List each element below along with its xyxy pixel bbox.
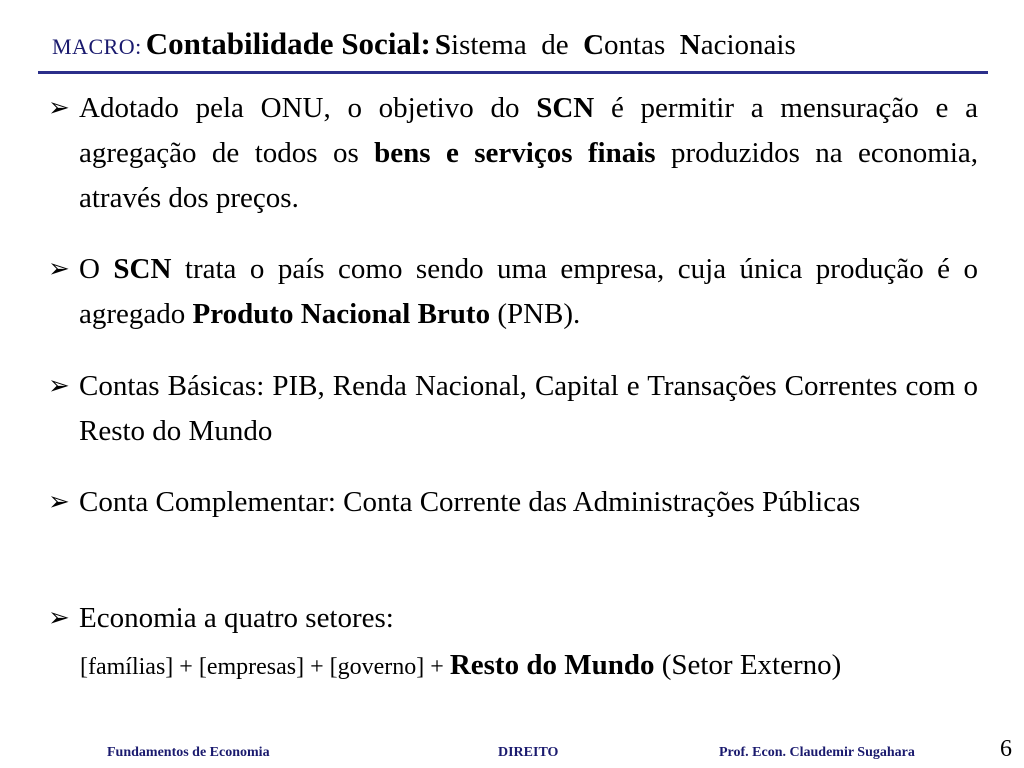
subtitle-initial: C [583,29,605,61]
bullet-segment: Conta Complementar: Conta Corrente das Administrações Públicas [79,486,861,518]
bullet-emphasis: SCN [536,92,595,124]
bullet-text [79,86,978,221]
bullet-item [48,364,978,454]
subtitle-word: acionais [700,29,796,61]
bullet-text [79,596,978,641]
bullet-emphasis: SCN [113,253,172,285]
bullet-item [48,480,978,525]
bullet-segment: trata o país como sendo uma empresa, cuja única produção é o agregado [79,253,979,330]
bullet-segment: (PNB). [490,298,581,330]
sectors-bold: Resto do Mundo [449,649,655,681]
subtitle-word: istema [451,29,527,61]
subtitle-initial: N [679,29,701,61]
bullet-segment: Contas Básicas: PIB, Renda Nacional, Capital e Transações Correntes com o Resto do Mundo [79,370,978,447]
title-subtitle [435,29,796,61]
bullet-segment: é permitir a mensuração e a agregação de todos os [79,92,979,169]
sectors-list: [famílias] + [empresas] + [governo] + [80,654,450,680]
title-divider [38,71,988,74]
subtitle-word: de [541,29,569,61]
bullet-segment: produzidos na economia, através dos preços. [79,137,979,214]
footer-author: Prof. Econ. Claudemir Sugahara [719,745,915,760]
bullet-segment: Adotado pela ONU, o objetivo do [79,92,537,124]
bullet-emphasis: Produto Nacional Bruto [192,298,491,330]
bullet-emphasis: bens e serviços finais [374,137,656,169]
bullet-segment: O [79,253,114,285]
arrow-bullet-icon: ➢ [48,603,70,633]
title-prefix: MACRO: [52,34,142,59]
bullet-item [48,596,978,641]
bullet-text [79,247,978,337]
arrow-bullet-icon: ➢ [48,487,70,517]
sectors-line [80,645,841,690]
bullet-text [79,480,978,525]
title-main: Contabilidade Social: [145,26,431,61]
slide-title [52,28,796,60]
bullet-text [79,364,978,454]
sectors-note: (Setor Externo) [654,649,842,681]
arrow-bullet-icon: ➢ [48,254,70,284]
arrow-bullet-icon: ➢ [48,371,70,401]
bullet-item [48,247,978,337]
footer-program: DIREITO [498,745,559,760]
subtitle-initial: S [434,29,452,61]
arrow-bullet-icon: ➢ [48,93,70,123]
footer-course: Fundamentos de Economia [107,745,270,760]
bullet-segment: Economia a quatro setores: [79,602,394,634]
page-number: 6 [1000,736,1012,762]
subtitle-word: ontas [604,29,666,61]
bullet-item [48,86,978,221]
